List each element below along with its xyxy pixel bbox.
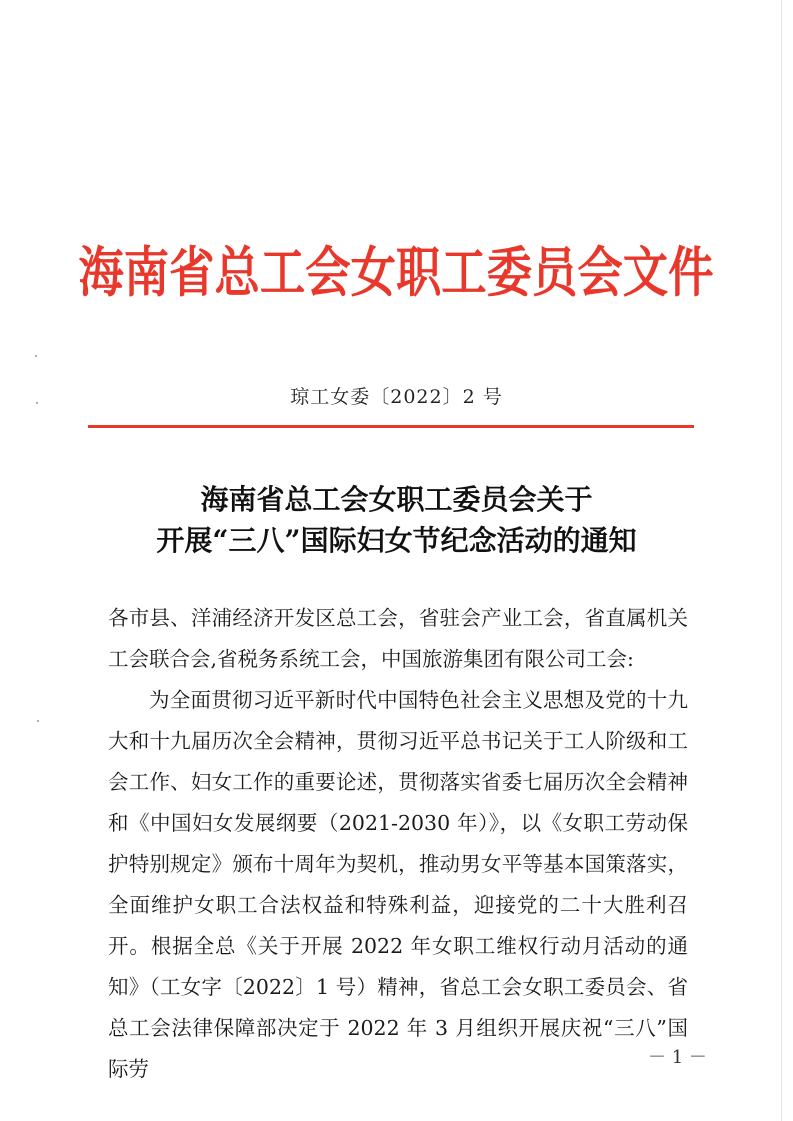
scan-speck [37,720,39,722]
salutation-paragraph: 各市县、洋浦经济开发区总工会，省驻会产业工会，省直属机关工会联合会,省税务系统工会，中国旅游集团有限公司工会: [108,606,688,671]
notice-title-line2: 开展“三八”国际妇女节纪念活动的通知 [156,524,637,557]
page-edge-line [781,0,782,1121]
document-header-title: 海南省总工会女职工委员会文件 [78,240,714,304]
document-number: 琼工女委〔2022〕2 号 [290,386,503,408]
scan-speck [35,355,37,357]
body-paragraph: 为全面贯彻习近平新时代中国特色社会主义思想及党的十九大和十九届历次全会精神，贯彻习近平总书记关于工人阶级和工会工作、妇女工作的重要论述，贯彻落实省委七届历次全会精神和《中国妇女发展纲要（2021-2030 年）》，以《女职工劳动保护特别规定》颁布十周年为契机，推动男女平等基本国策落实，全面维护女职工合法权益和特殊利益，迎接党的二十大胜利召开。根据全总《关于开展 2022 年女职工维权行动月活动的通知》（工女字〔2022〕1 号）精神，省总工会女职工委员会、省总工会法律保障部决定于 2022 年 3 月组织开展庆祝“三八”国际劳 [108,688,688,1081]
page-number: － 1 － [648,1047,707,1068]
notice-title-line1: 海南省总工会女职工委员会关于 [200,483,593,516]
document-body [108,598,688,1090]
red-divider-line [88,425,694,428]
